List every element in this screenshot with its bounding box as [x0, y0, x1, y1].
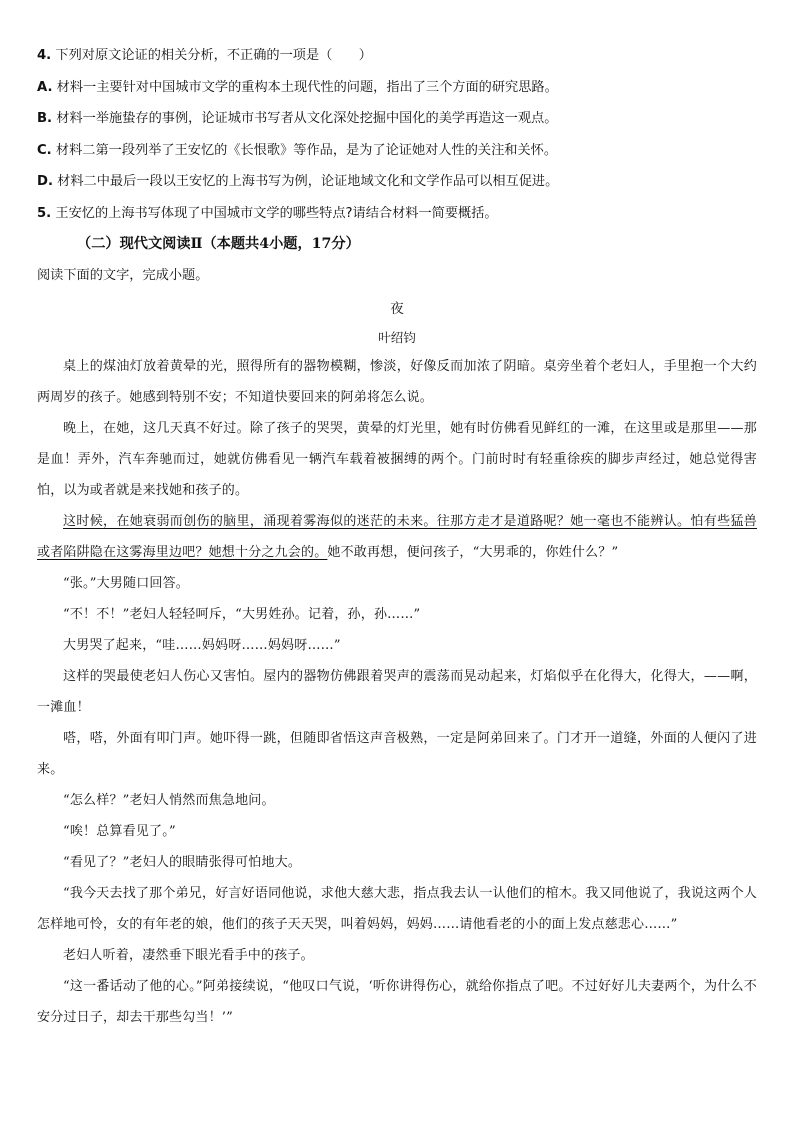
option-letter: C. [37, 142, 52, 158]
question-number: 4. [37, 48, 52, 63]
story-paragraph: “唉！总算看见了。” [63, 824, 176, 839]
option-letter: A. [37, 79, 53, 95]
underlined-passage: 这时候，在她衰弱而创伤的脑里，涌现着雾海似的迷茫的未来。往那方走才是道路呢？她一毫也不能辨认。怕有些猛兽或者陷阱隐在这雾海里边吧？她想十分之九会的。 [37, 514, 757, 560]
option-text: 材料一举施蛰存的事例，论证城市书写者从文化深处挖掘中国化的美学再造这一观点。 [56, 111, 558, 126]
page [37, 40, 757, 1033]
story-paragraph: “张。”大男随口回答。 [63, 576, 189, 591]
paragraph-continuation: 她不敢再想，便问孩子，“大男乖的，你姓什么？” [327, 545, 619, 560]
story-paragraph: “看见了？”老妇人的眼睛张得可怕地大。 [63, 855, 302, 870]
story-title: 夜 [390, 301, 404, 317]
story-body [37, 351, 757, 1033]
option-text: 材料一主要针对中国城市文学的重构本土现代性的问题，指出了三个方面的研究思路。 [56, 79, 558, 95]
story-author: 叶绍钧 [378, 330, 416, 345]
option-text: 材料二第一段列举了王安忆的《长恨歌》等作品，是为了论证她对人性的关注和关怀。 [55, 142, 558, 158]
question-list [37, 40, 757, 229]
question-text: 王安忆的上海书写体现了中国城市文学的哪些特点?请结合材料一简要概括。 [55, 205, 498, 221]
option-c [37, 135, 757, 167]
question-text: 下列对原文论证的相关分析，不正确的一项是（ ） [55, 48, 372, 63]
story-paragraph: 嗒，嗒，外面有叩门声。她吓得一跳，但随即省悟这声音极熟，一定是阿弟回来了。门才开一道缝，外面的人便闪了进来。 [37, 731, 757, 777]
question-4 [37, 40, 757, 72]
option-letter: D. [37, 174, 53, 189]
story-paragraph: 老妇人听着，凄然垂下眼光看手中的孩子。 [63, 948, 314, 963]
section-heading: （二）现代文阅读Ⅱ（本题共4小题，17分） [77, 236, 360, 252]
story-paragraph: 晚上，在她，这几天真不好过。除了孩子的哭哭，黄晕的灯光里，她有时仿佛看见鲜红的一滩，在这里或是那里——那是血！弄外，汽车奔驰而过，她就仿佛看见一辆汽车载着被捆缚的两个。门前时时有轻重徐疾的脚步声经过，她总觉得害怕，以为或者就是来找她和孩子的。 [37, 421, 757, 498]
story-paragraph-underlined [37, 506, 757, 568]
story-paragraph: “我今天去找了那个弟兄，好言好语同他说，求他大慈大悲，指点我去认一认他们的棺木。我又同他说了，我说这两个人怎样地可怜，女的有年老的娘，他们的孩子天天哭，叫着妈妈，妈妈……请他看老的小的面上发点慈悲心……” [37, 886, 757, 932]
story-paragraph: “不！不！”老妇人轻轻呵斥，“大男姓孙。记着，孙，孙……” [63, 607, 421, 622]
option-a [37, 72, 757, 104]
option-b [37, 103, 757, 135]
option-letter: B. [37, 111, 53, 126]
story-paragraph: 大男哭了起来，“哇……妈妈呀……妈妈呀……” [63, 638, 341, 653]
question-5 [37, 198, 757, 230]
story-paragraph: 这样的哭最使老妇人伤心又害怕。屋内的器物仿佛跟着哭声的震荡而晃动起来，灯焰似乎在化得大，化得大，——啊，一滩血！ [37, 669, 757, 715]
story-paragraph: “怎么样？”老妇人悄然而焦急地问。 [63, 793, 275, 808]
story-paragraph: “这一番话动了他的心。”阿弟接续说，“他叹口气说，‘听你讲得伤心，就给你指点了吧。不过好好儿夫妻两个，为什么不安分过日子，却去干那些勾当！’” [37, 979, 757, 1025]
question-number: 5. [37, 205, 52, 221]
option-text: 材料二中最后一段以王安忆的上海书写为例，论证地域文化和文学作品可以相互促进。 [57, 174, 559, 189]
reading-instruction: 阅读下面的文字，完成小题。 [37, 268, 209, 283]
story-paragraph: 桌上的煤油灯放着黄晕的光，照得所有的器物模糊，惨淡，好像反而加浓了阴暗。桌旁坐着个老妇人，手里抱一个大约两周岁的孩子。她感到特别不安；不知道快要回来的阿弟将怎么说。 [37, 359, 757, 405]
option-d [37, 166, 757, 198]
